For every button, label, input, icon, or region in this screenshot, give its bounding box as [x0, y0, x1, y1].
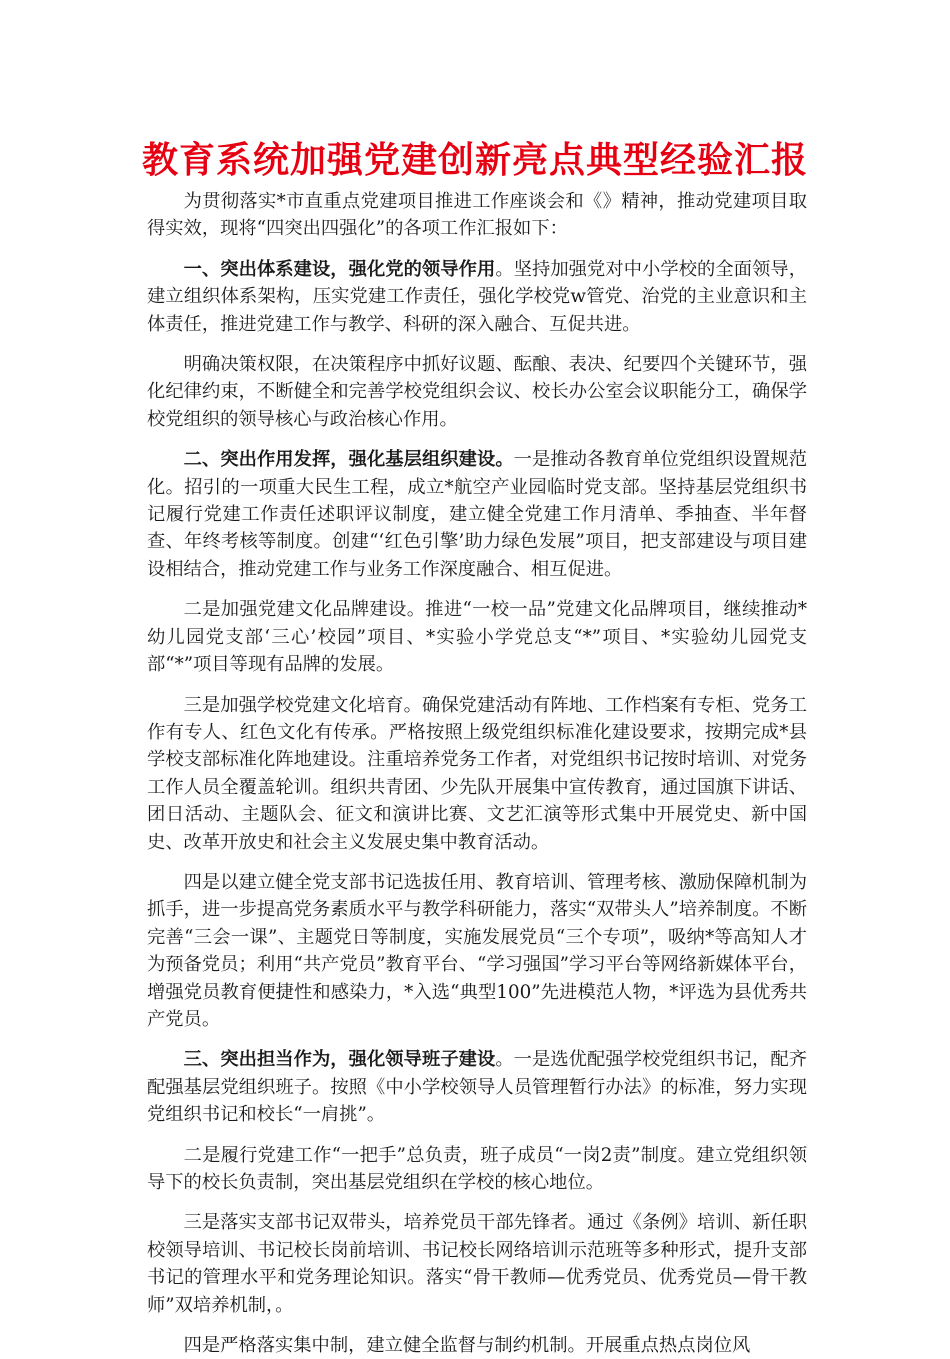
paragraph-decision-power [147, 351, 807, 433]
paragraph-leader-responsibility [147, 1142, 807, 1197]
paragraph-section-1 [147, 256, 807, 338]
paragraph-section-3 [147, 1046, 807, 1128]
paragraph-section-2 [147, 446, 807, 583]
paragraph-text: 。坚持加强党对中小学校的全面领导，建立组织体系架构，压实党建工作责任，强化学校党w管党、治党的主业意识和主体责任，推进党建工作与教学、科研的深入融合、互促共进。 [147, 258, 808, 335]
paragraph-text: 三是加强学校党建文化培育。确保党建活动有阵地、工作档案有专柜、党务工作有专人、红色文化有传承。严格按照上级党组织标准化建设要求，按期完成*县学校支部标准化阵地建设。注重培养党务工作者，对党组织书记按时培训、对党务工作人员全覆盖轮训。组织共青团、少先队开展集中宣传教育，通过国旗下讲话、团日活动、主题队会、征文和演讲比赛、文艺汇演等形式集中开展党史、新中国史、改革开放史和社会主义发展史集中教育活动。 [147, 694, 807, 853]
paragraph-text: 四是以建立健全党支部书记选拔任用、教育培训、管理考核、激励保障机制为抓手，进一步提高党务素质水平与教学科研能力，落实“双带头人”培养制度。不断完善“三会一课”、主题党日等制度，实施发展党员“三个专项”，吸纳*等高知人才为预备党员；利用“共产党员”教育平台、“学习强国”学习平台等网络新媒体平台，增强党员教育便捷性和感染力，*入选“典型100”先进模范人物，*评选为县优秀共产党员。 [147, 871, 807, 1030]
paragraph-culture-cultivation [147, 692, 807, 856]
paragraph-text: 二是履行党建工作“一把手”总负责，班子成员“一岗2责”制度。建立党组织领导下的校长负责制，突出基层党组织在学校的核心地位。 [147, 1144, 807, 1193]
document-body [147, 188, 807, 1359]
paragraph-text: 四是严格落实集中制，建立健全监督与制约机制。开展重点热点岗位风 [183, 1335, 751, 1357]
paragraph-heading: 二、突出作用发挥，强化基层组织建设。 [183, 449, 514, 471]
paragraph-supervision [147, 1332, 807, 1359]
paragraph-secretary-mechanism [147, 869, 807, 1033]
paragraph-text: 为贯彻落实*市直重点党建项目推进工作座谈会和《》精神，推动党建项目取得实效，现将“四突出四强化”的各项工作汇报如下： [147, 191, 807, 240]
document-title: 教育系统加强党建创新亮点典型经验汇报 [141, 139, 808, 181]
paragraph-culture-brand [147, 596, 807, 678]
paragraph-heading: 一、突出体系建设，强化党的领导作用 [183, 258, 496, 280]
paragraph-text: 明确决策权限，在决策程序中抓好议题、酝酿、表决、纪要四个关键环节，强化纪律约束，不断健全和完善学校党组织会议、校长办公室会议职能分工，确保学校党组织的领导核心与政治核心作用。 [147, 354, 807, 430]
paragraph-text: 三是落实支部书记双带头，培养党员干部先锋者。通过《条例》培训、新任职校领导培训、书记校长岗前培训、书记校长网络培训示范班等多种形式，提升支部书记的管理水平和党务理论知识。落实“骨干教师—优秀党员、优秀党员—骨干教师”双培养机制，。 [147, 1212, 807, 1316]
paragraph-text: 一是推动各教育单位党组织设置规范化。招引的一项重大民生工程，成立*航空产业园临时党支部。坚持基层党组织书记履行党建工作责任述职评议制度，建立健全党建工作月清单、季抽查、半年督查、年终考核等制度。创建“‘红色引擎’助力绿色发展”项目，把支部建设与项目建设相结合，推动党建工作与业务工作深度融合、相互促进。 [147, 449, 808, 580]
paragraph-text: 二是加强党建文化品牌建设。推进“一校一品”党建文化品牌项目，继续推动*幼儿园党支部‘三心’校园”项目、*实验小学党总支“*”项目、*实验幼儿园党支部“*”项目等现有品牌的发展。 [147, 599, 807, 676]
paragraph-heading: 三、突出担当作为，强化领导班子建设 [183, 1049, 496, 1071]
paragraph-double-leader [147, 1209, 807, 1319]
paragraph-intro [147, 188, 807, 243]
paragraph-text: 。一是选优配强学校党组织书记，配齐配强基层党组织班子。按照《中小学校领导人员管理暂行办法》的标准，努力实现党组织书记和校长“一肩挑”。 [147, 1049, 808, 1126]
